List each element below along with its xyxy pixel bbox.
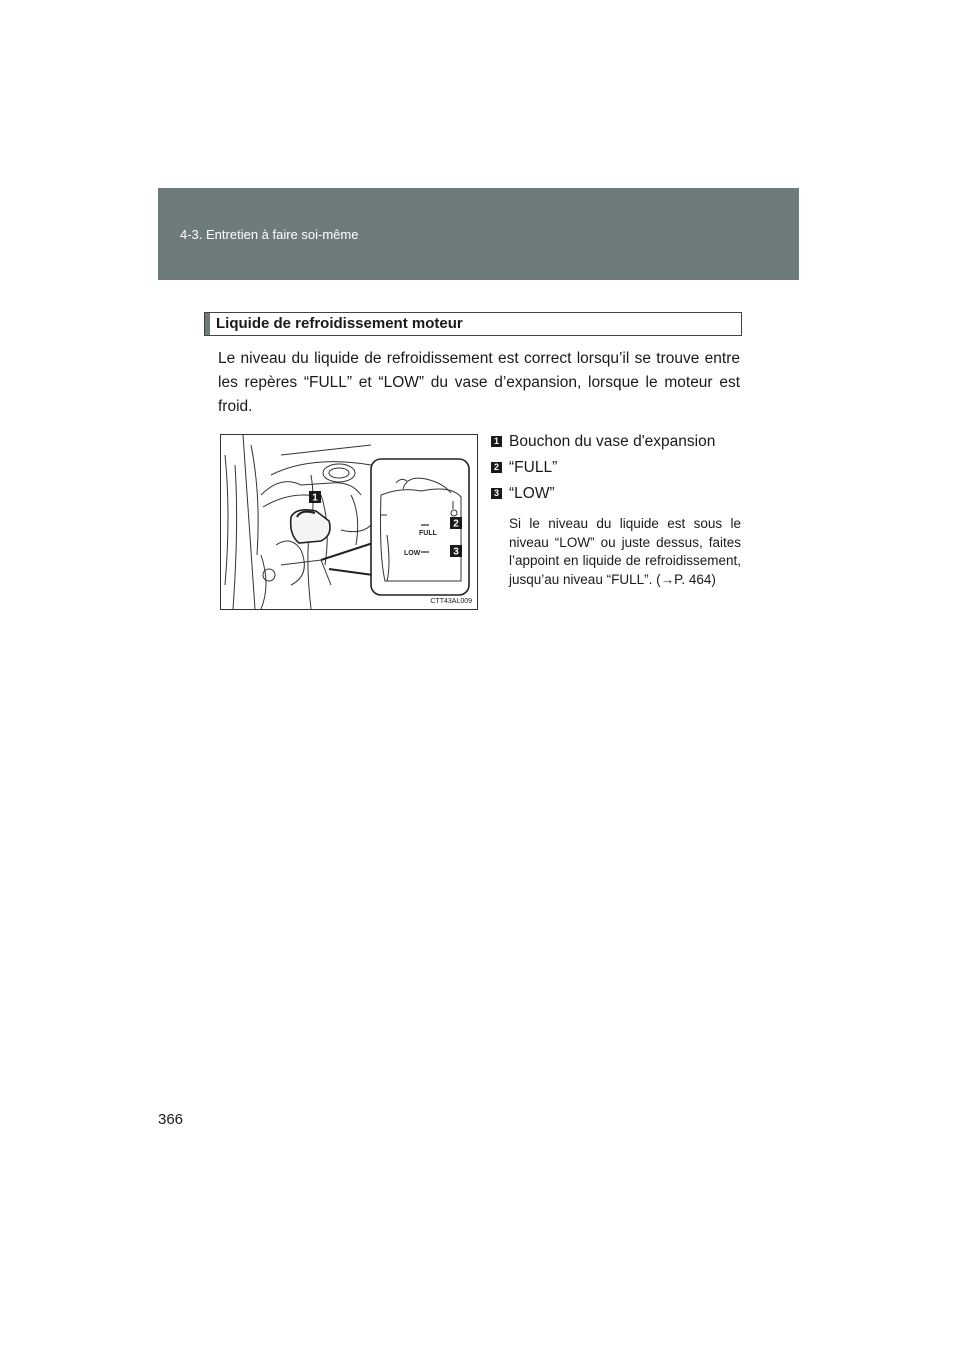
legend-number-badge: 3 xyxy=(491,488,502,499)
low-mark-text: LOW xyxy=(404,550,421,557)
figure-code: CTT43AL009 xyxy=(430,598,472,605)
callout-legend xyxy=(491,432,741,510)
legend-number-badge: 1 xyxy=(491,436,502,447)
section-heading-bar xyxy=(205,313,210,335)
legend-label: Bouchon du vase d'expansion xyxy=(509,433,716,450)
svg-text:1: 1 xyxy=(312,492,318,504)
svg-text:3: 3 xyxy=(453,546,459,558)
legend-item xyxy=(491,484,741,510)
legend-label: “LOW” xyxy=(509,485,555,502)
engine-bay-drawing xyxy=(221,435,477,609)
refill-note: Si le niveau du liquide est sous le niveau “LOW” ou juste dessus, faites l’appoint en liquide de refroidissement, jusqu’au niveau “FULL”. (→P. 464) xyxy=(509,516,741,587)
intro-paragraph: Le niveau du liquide de refroidissement est correct lorsqu’il se trouve entre les repères “FULL” et “LOW” du vase d’expansion, lorsque le moteur est froid. xyxy=(218,350,740,415)
engine-illustration xyxy=(220,434,478,610)
callout-1 xyxy=(309,491,321,504)
callout-2 xyxy=(450,517,462,530)
header-section-title: 4-3. Entretien à faire soi-même xyxy=(180,227,359,242)
callout-3 xyxy=(450,545,462,558)
legend-label: “FULL” xyxy=(509,459,558,476)
section-title: Liquide de refroidissement moteur xyxy=(216,315,463,332)
section-heading-box xyxy=(204,312,742,336)
legend-item xyxy=(491,458,741,484)
svg-text:2: 2 xyxy=(453,518,459,530)
full-mark-text: FULL xyxy=(419,530,437,537)
header-band xyxy=(158,188,799,280)
legend-item xyxy=(491,432,741,458)
page-number: 366 xyxy=(158,1111,184,1128)
legend-number-badge: 2 xyxy=(491,462,502,473)
